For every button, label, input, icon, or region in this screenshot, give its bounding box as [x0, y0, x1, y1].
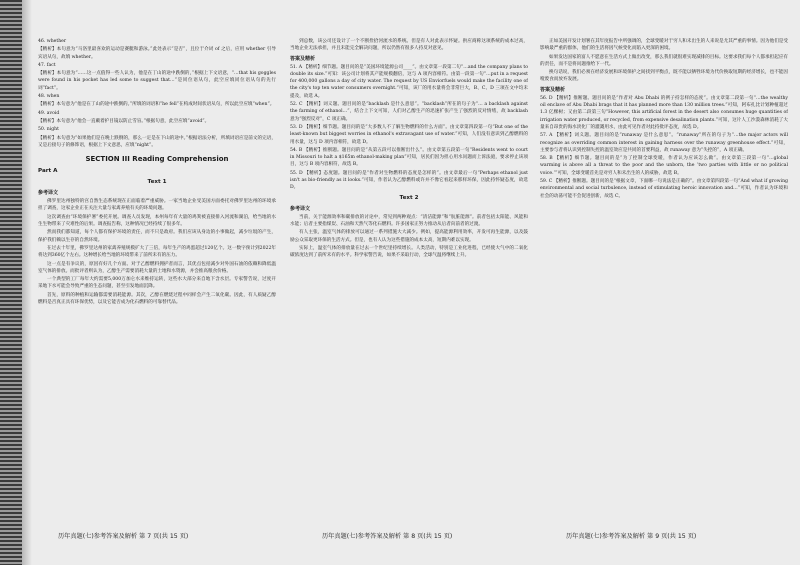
- answer-52: 52. C 【精析】词义题。题目问的是“backlash 是什么意思”。“backlash”所在的句子为“… a backlash against the farming of ethanol…”，结合上下文可知，人们对乙醇生产的迅速扩张产生了强烈的反对情绪，故 backlash 意为“强烈反对”，C 项正确。: [290, 102, 528, 122]
- page-footer-7: 历年真题(七)参考答案及解析 第 7 页(共 15 页): [58, 533, 189, 540]
- translation-paragraph: 有人主张，温室气体的排放可以通过一系列措施大大减少。例如，提高能源利用效率，开发可再生能源，以及鼓励公众采取更环保的生活方式。但是，也有人认为这些措施的成本太高，短期内难以实现。: [290, 230, 528, 243]
- answer-51: 51. A 【精析】细节题。题目问的是“美国环境能源公司____”。由文章第一段第二句“…and the company plans to double its size.”可知：该公司计划将其产能规模翻倍，这与 A 项内容相符。由第一段第一句“…put in a request for 400,000 gallons a day of city water. The request by US Enviorfuels would make the facility one of the city's top ten water consumers overnight.”可知，该厂的用水量将会非常巨大，B、C、D 三项在文中均未提及，故选 A。: [290, 64, 528, 99]
- binding-shadow: [22, 0, 32, 565]
- answer-48-explanation: 【精析】本句意为“他是在丁山的途中跌倒的。”所填的词语和“he fell”在构成时间状语从句，所以此空应填“when”。: [38, 102, 275, 108]
- translation-paragraph: 正如美国开发计划署在其年度报告中所强调的，全球变暖对于穷人和未出生的人来说是尤其严重的事情。因为他们是受影响最严重的群体，他们的生活将因气候变化而陷入更深的困境。: [540, 39, 788, 52]
- answer-53: 53. D 【精析】细节题。题目问的是“大多数人不了解生物燃料的什么方面”。由文章第四段第一句“But one of the least-known but biggest worries in ethanol's extravagant use of water.”可知，人们没有意识到乙醇燃料的用水量，这与 D 项内容相符，故选 D。: [290, 124, 528, 145]
- translation-paragraph: 换句话说，我们必须在经济发展和环境保护之间找到平衡点，既不能以牺牲环境为代价换取短期的经济增长，也不能因噎废食而放弃发展。: [540, 70, 788, 83]
- answer-47-explanation: 【精析】本句意为“……这一点值得一些人认为，他是在丁山的途中跌倒的，”根据上下文语意，“…that his goggles were found in his pocket has led some to suggest that…”是同位语从句，此空应填同位语从句的先行词“fact”。: [38, 71, 276, 91]
- column-page-9: [540, 38, 788, 528]
- answer-46-label: 46. whether: [38, 39, 67, 44]
- answer-58: 58. B 【精析】细节题。题目问的是“为了控制全球变暖，作者认为应该怎么做”。由文章第三段第一句“…global warming is above all a threat to the poor and the unborn, the ‘two parties with little or no political voice.’”可知，全球变暖首先是对穷人和未出生的人的威胁，故选 B。: [540, 156, 788, 176]
- answer-50-explanation: 【精析】本句意为“如果他们是在晚上跌倒的，那么一定是在下山的途中。”根据语法分析，所填词语应是前文的完语，又是后接句子的修饰语，根据上下文意思，应填“night”。: [38, 135, 276, 148]
- translation-paragraph: 一个典型的工厂每年大约需要5,000万加仑水来维持运转，这些水大部分来自地下含水层。专家警告说，过度开采地下水可能会导致严重的生态问题，甚至引发地面沉降。: [38, 277, 276, 290]
- text-1-title: Text 1: [147, 179, 167, 186]
- answer-59: 59. C 【精析】推断题。题目问的是“根据文章，下面哪一句说法是正确的”。由文章第四段第一句“And what if growing environmental and social turbulence, instead of stimulating heroic innovation and…”可知，作者认为环境和社会的动荡可能不会促进创新，故选 C。: [540, 179, 788, 199]
- translation-heading: 参考译文: [290, 205, 311, 212]
- page-footer-8: 历年真题(七)参考答案及解析 第 8 页(共 15 页): [322, 533, 453, 540]
- section-title: SECTION III Reading Comprehension: [85, 155, 229, 164]
- answer-47-label: 47. fact: [38, 62, 56, 68]
- answer-48-label: 48. when: [38, 94, 60, 100]
- translation-paragraph: 当前，关于能源效率和碳排放的讨论中，常见到两种观点：“清洁能源”和“肮脏能源”。前者包括太阳能、风能和水能；后者主要指煤炭、石油和天然气等化石燃料。许多国家正努力推动从后者向前者的过渡。: [290, 214, 528, 227]
- translation-heading: 参考译文: [38, 190, 59, 197]
- binding-spine: [0, 0, 22, 565]
- answer-49-explanation: 【精析】本句意为“他会一直戴着护目镜以防止雪盲。”根据句意，此空应填“avoid”。: [38, 118, 210, 124]
- translation-paragraph: 然而我们都知道，每个人都有保护环境的责任，而不只是政府。我们应该从身边的小事做起，减少垃圾的产生，保护我们赖以生存的自然环境。: [38, 230, 276, 243]
- translation-intro: 到总数，该公司还设计了一个不断捡拾河流水的系统。但是有人对此表示怀疑。供应商称这项系统的成本过高，当地企业无法承担，并且未能完全解决问题，所以仍然有很多人持反对意见。: [290, 39, 528, 52]
- translation-paragraph: 这一点是有争议的，原因有好几个方面。对于乙醇燃料拥护者而言，其优点包括减少对外国石油的依赖和降低温室气体的排放。而批评者则认为，乙醇生产需要消耗大量的土地和水资源，并会推高粮食价格。: [38, 261, 276, 274]
- answer-heading: 答案及精析: [540, 86, 566, 93]
- part-title: Part A: [38, 168, 58, 175]
- answer-50-label: 50. night: [38, 127, 59, 133]
- translation-paragraph: 佛罗里达州独特的宫自然生态系统现在正面临着严重威胁。一家当地企业受美国方面委托对佛罗里达州的环境承担了调查，这家企业正在关注大量与家禽养殖有关的环境问题。: [38, 199, 276, 212]
- page-footer-9: 历年真题(七)参考答案及解析 第 9 页(共 15 页): [566, 533, 697, 540]
- translation-paragraph: 在过去十年里，佛罗里达州的家禽养殖规模扩大了三倍，每年生产的鸡蛋超过120亿个。这一数字预计到2022年将达到360亿个左右。这种增长给当地的环境带来了前所未有的压力。: [38, 245, 276, 259]
- answer-54: 54. B 【精析】推断题。题目问的是“从第五段可以推断出什么”。由文章第五段第一句“Residents went to court in Missouri to halt a $165m ethanol-making plan”可知，居民们因为担心用水问题而上诉法庭，要求停止该项目，这与 B 项内容相符，故选 B。: [290, 147, 528, 168]
- translation-paragraph: 这次调查由“环境保护署”委托开展。调查人员发现，本州每年有大量的鸡粪被直接排入河流和湖泊，给当地的水生生物带来了灾难性的后果。调查报告称，这种情况已经持续了很多年。: [38, 214, 276, 228]
- answer-46-explanation: 【精析】本句意为“马洛里最喜欢的运动是赛艇和游泳。”此处表示“是否”，且位于介词 of 之后，应用 whether 引导宾语从句，故填 whether。: [38, 47, 276, 60]
- translation-paragraph: 首先，原料的种植和运输都需要消耗能源。其次，乙醇在燃烧过程中同样会产生二氧化碳。因此，有人质疑乙醇燃料是否真正具有环保优势，以及它能否成为化石燃料的可靠替代品。: [38, 292, 276, 306]
- answer-49-label: 49. avoid: [38, 110, 60, 116]
- column-page-7: [38, 38, 276, 528]
- translation-paragraph: 如果发达国家的富人不愿意在生活方式上做出改变，那么我们就很难实现减排的目标。这要求我们每个人都承担起应有的责任，而不是将问题推给下一代。: [540, 54, 788, 67]
- column-page-8: [290, 38, 528, 528]
- text-2-title: Text 2: [399, 194, 419, 201]
- answer-heading: 答案及精析: [290, 55, 316, 62]
- translation-paragraph: 实际上，温室气体的排放量在过去一个世纪里持续增长。人类活动，特别是工业化进程，已经使大气中的二氧化碳浓度达到了前所未有的水平。科学家警告说，如果不采取行动，全球气温将继续上升。: [290, 245, 528, 259]
- answer-55: 55. D 【精析】态度题。题目问的是“作者对生物燃料的态度是怎样的”。由文章最后一句“Perhaps ethanol just isn't as bio-friendly as it looks.”可知，作者认为乙醇燃料或许并不像它看起来那样环保，因此持怀疑态度，故选 D。: [290, 170, 528, 191]
- answer-57: 57. A 【精析】词义题。题目问的是“runaway 是什么意思”。“runaway”所在的句子为“…the major actors will recognize as overriding common interest in gaining harness over the runaway greenhouse effect.”可知，主要参与者将认识到控制失控的温室效应是共同的首要利益，故 runaway 意为“失控的”，A 项正确。: [540, 133, 788, 153]
- answer-56: 56. D 【精析】推断题。题目问的是“作者对 Abu Dhabi 的例子持怎样的态度”。由文章第二段第一句“…the wealthy oil enclave of Abu Dhabi brags that it has planned more than 130 million trees.”可知，阿布扎比计划种植超过 1.3 亿棵树；又由第二段第三句“However, this artificial forest in the desert also consumes huge quantities of irrigation water produced, or recycled, from expensive desalination plants.”可知，这片人工沙漠森林消耗了大量来自昂贵的海水淡化厂的灌溉用水，由此可见作者对此持批评态度，故选 D。: [540, 95, 788, 130]
